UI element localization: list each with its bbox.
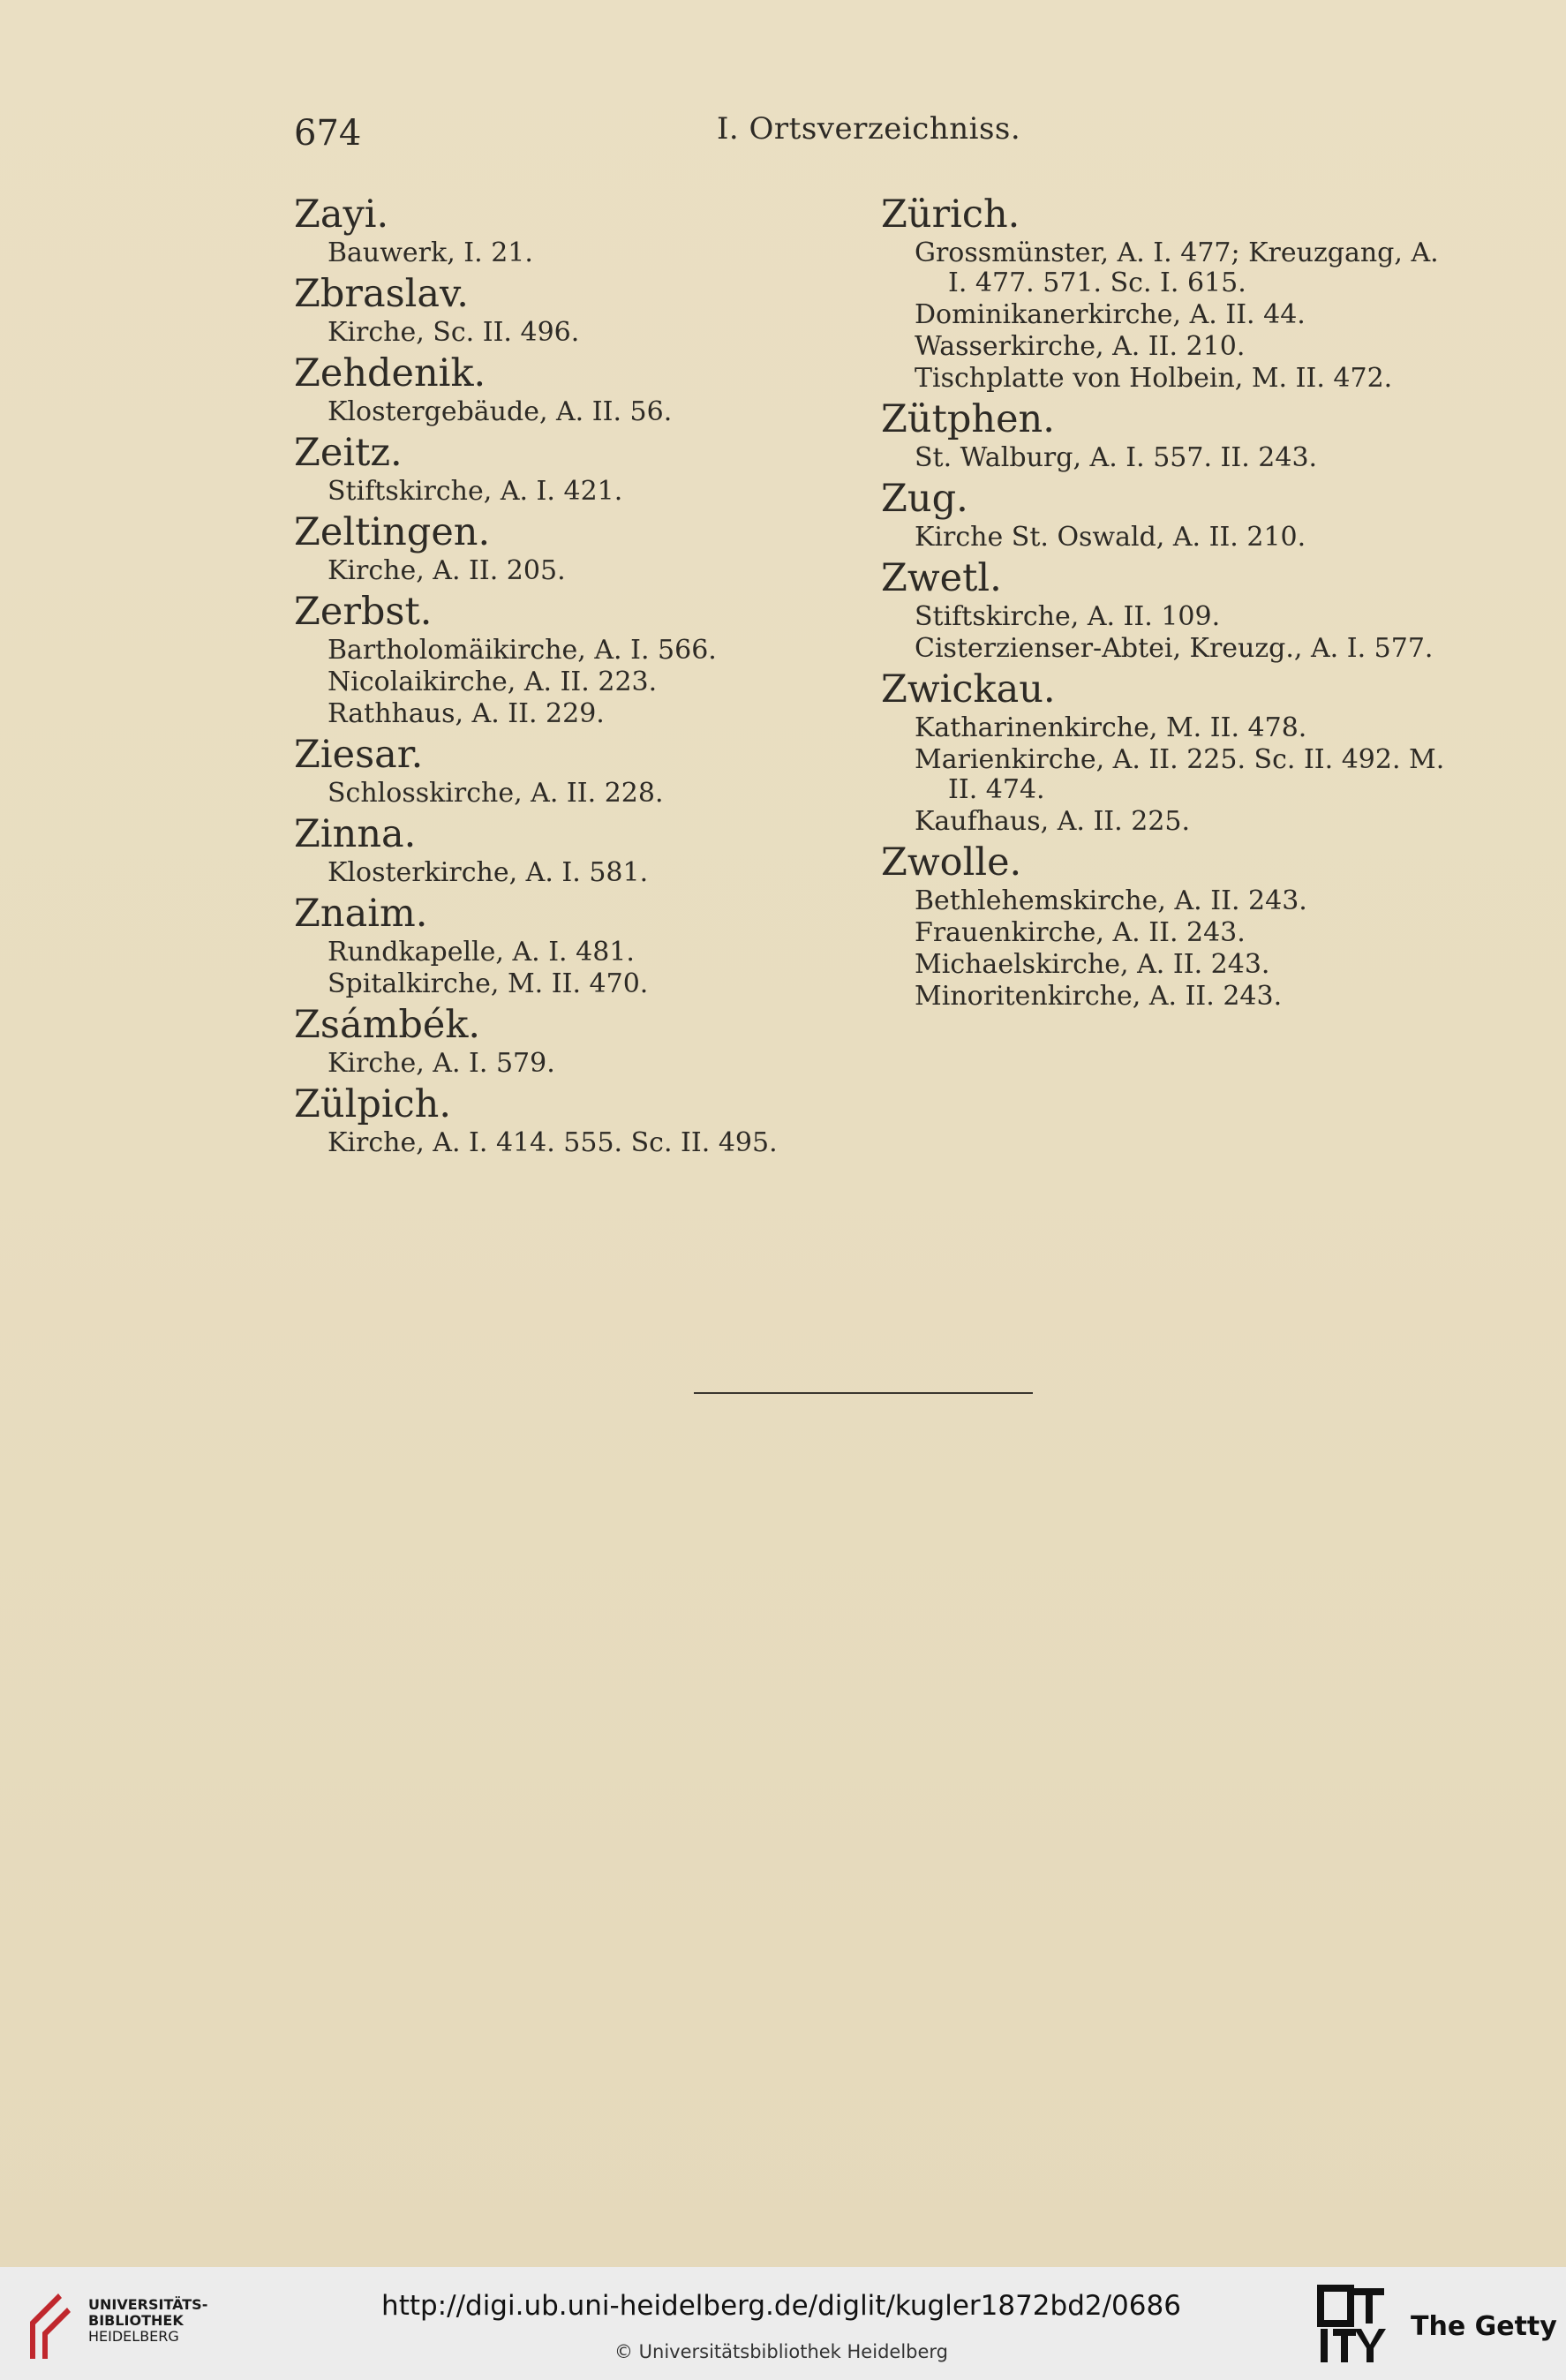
index-entry: Marienkirche, A. II. 225. Sc. II. 492. M. II. 474. — [915, 744, 1445, 805]
index-entry: Tischplatte von Holbein, M. II. 472. — [915, 363, 1393, 394]
index-entry: Kirche, A. I. 579. — [328, 1048, 555, 1079]
place-heading: Zerbst. — [294, 590, 433, 634]
index-entry: Dominikanerkirche, A. II. 44. — [915, 299, 1306, 330]
place-heading: Zeitz. — [294, 431, 403, 475]
index-entry: Cisterzienser-Abtei, Kreuzg., A. I. 577. — [915, 633, 1434, 664]
getty-name: The Getty — [1411, 2311, 1557, 2342]
index-entry: Kaufhaus, A. II. 225. — [915, 806, 1191, 837]
index-entry: Frauenkirche, A. II. 243. — [915, 917, 1246, 948]
university-library-logo-icon — [18, 2288, 79, 2364]
index-entry: Kirche St. Oswald, A. II. 210. — [915, 522, 1306, 553]
getty-logo-icon — [1317, 2285, 1388, 2366]
index-entry: Bartholomäikirche, A. I. 566. — [328, 635, 717, 666]
place-heading: Zwickau. — [881, 667, 1056, 712]
index-entry: Bethlehemskirche, A. II. 243. — [915, 885, 1307, 916]
page-number: 674 — [294, 113, 362, 154]
place-heading: Zayi. — [294, 192, 389, 237]
index-entry: Kirche, A. I. 414. 555. Sc. II. 495. — [328, 1127, 778, 1158]
place-heading: Zwetl. — [881, 556, 1002, 600]
place-heading: Zug. — [881, 477, 968, 521]
index-entry: Klostergebäude, A. II. 56. — [328, 396, 673, 427]
index-entry: Kirche, Sc. II. 496. — [328, 317, 580, 348]
index-entry: Katharinenkirche, M. II. 478. — [915, 712, 1307, 743]
place-heading: Zehdenik. — [294, 351, 486, 395]
end-rule — [694, 1392, 1033, 1394]
permalink-url[interactable]: http://digi.ub.uni-heidelberg.de/diglit/kugler1872bd2/0686 — [381, 2290, 1181, 2322]
index-entry: Stiftskirche, A. II. 109. — [915, 601, 1221, 632]
place-heading: Zsámbék. — [294, 1003, 481, 1047]
place-heading: Zbraslav. — [294, 272, 469, 316]
running-head: I. Ortsverzeichniss. — [717, 111, 1021, 147]
index-entry: Klosterkirche, A. I. 581. — [328, 857, 649, 888]
index-entry: St. Walburg, A. I. 557. II. 243. — [915, 442, 1318, 473]
index-entry: Spitalkirche, M. II. 470. — [328, 968, 649, 999]
place-heading: Zürich. — [881, 192, 1020, 237]
index-entry: Stiftskirche, A. I. 421. — [328, 476, 623, 507]
index-entry: Nicolaikirche, A. II. 223. — [328, 667, 658, 697]
place-heading: Zinna. — [294, 812, 417, 856]
index-entry: Rathhaus, A. II. 229. — [328, 698, 605, 729]
index-entry: Grossmünster, A. I. 477; Kreuzgang, A. I. 477. 571. Sc. I. 615. — [915, 237, 1439, 298]
place-heading: Zwolle. — [881, 840, 1022, 885]
index-entry: Wasserkirche, A. II. 210. — [915, 331, 1246, 362]
copyright-notice: © Universitätsbibliothek Heidelberg — [614, 2341, 948, 2362]
index-entry: Michaelskirche, A. II. 243. — [915, 949, 1270, 980]
place-heading: Zeltingen. — [294, 510, 491, 554]
index-entry: Bauwerk, I. 21. — [328, 237, 533, 268]
library-name: UNIVERSITÄTS- BIBLIOTHEK HEIDELBERG — [88, 2296, 208, 2345]
index-entry: Rundkapelle, A. I. 481. — [328, 937, 635, 968]
right-column — [881, 191, 1446, 1013]
place-heading: Ziesar. — [294, 733, 424, 777]
place-heading: Znaim. — [294, 892, 428, 936]
index-entry: Schlosskirche, A. II. 228. — [328, 778, 664, 809]
footer-bar — [0, 2267, 1566, 2380]
place-heading: Zülpich. — [294, 1082, 452, 1126]
index-entry: Kirche, A. II. 205. — [328, 555, 566, 586]
index-entry: Minoritenkirche, A. II. 243. — [915, 981, 1283, 1012]
left-column — [294, 191, 877, 1160]
place-heading: Zütphen. — [881, 397, 1055, 441]
